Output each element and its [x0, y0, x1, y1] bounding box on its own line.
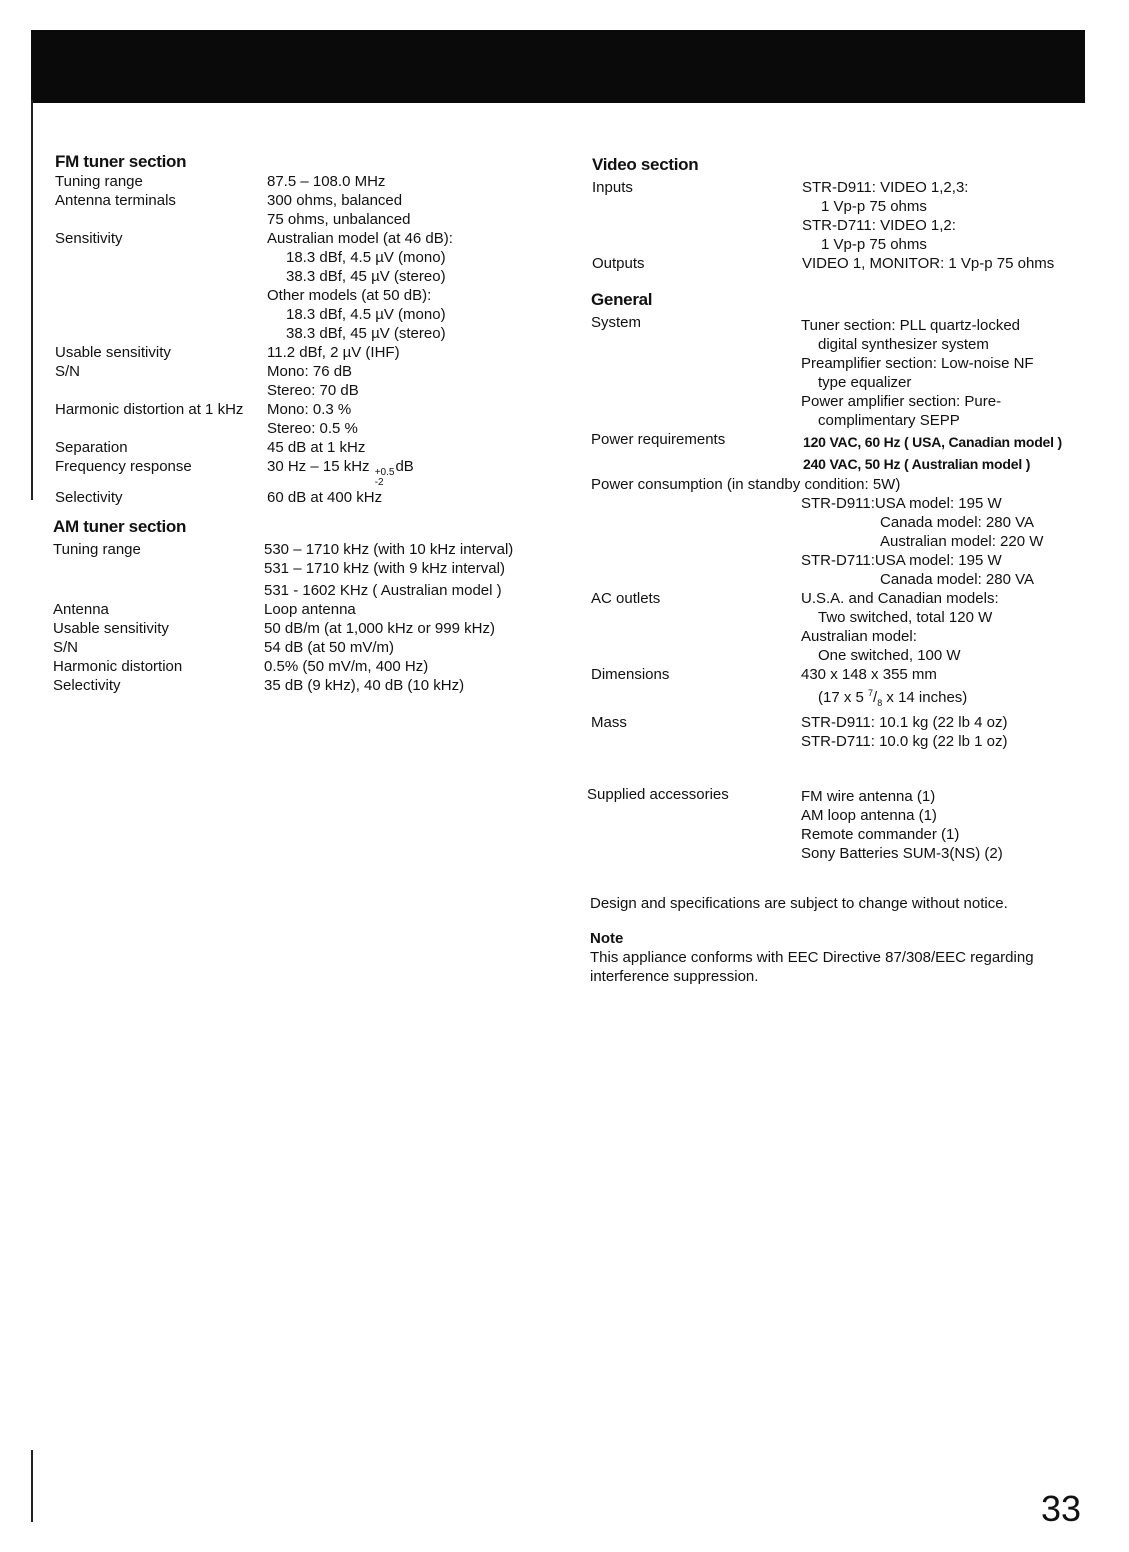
value-line: Canada model: 280 VA — [880, 514, 1034, 531]
fm-section-title: FM tuner section — [55, 152, 187, 171]
value-line: Australian model: 220 W — [880, 533, 1044, 550]
spec-value — [264, 638, 573, 657]
general-section — [587, 289, 1121, 863]
spec-row — [55, 172, 575, 191]
spec-label: Outputs — [592, 255, 645, 272]
value-line: 54 dB (at 50 mV/m) — [264, 639, 395, 656]
spec-label: Frequency response — [55, 458, 192, 475]
spec-label: Selectivity — [53, 677, 121, 694]
value-line: 0.5% (50 mV/m, 400 Hz) — [264, 658, 429, 675]
value-line: 18.3 dBf, 4.5 µV (mono) — [286, 249, 446, 266]
spec-value — [267, 229, 575, 343]
spec-row — [55, 488, 575, 507]
spec-row — [592, 175, 1112, 254]
spec-value — [802, 254, 1112, 273]
value-line: Canada model: 280 VA — [880, 571, 1034, 588]
value-line: 1 Vp-p 75 ohms — [821, 198, 927, 215]
value-main: 30 Hz – 15 kHz — [267, 458, 370, 475]
value-line: 300 ohms, balanced — [267, 192, 403, 209]
value-line: Loop antenna — [264, 601, 356, 618]
spec-value — [803, 430, 1121, 474]
design-notice: Design and specifications are subject to change without notice. — [590, 895, 1008, 912]
spec-row — [55, 191, 575, 229]
am-tuner-section — [53, 516, 573, 695]
value-line: complimentary SEPP — [818, 412, 960, 429]
header-bar — [31, 30, 1085, 103]
note-block — [590, 929, 1110, 986]
value-line: STR-D911:USA model: 195 W — [801, 495, 1002, 512]
value-line: Mono: 0.3 % — [267, 401, 352, 418]
spec-label: Antenna — [53, 601, 109, 618]
page-number: 33 — [1040, 1488, 1081, 1529]
value-line: VIDEO 1, MONITOR: 1 Vp-p 75 ohms — [802, 255, 1055, 272]
value-line: Two switched, total 120 W — [818, 609, 993, 626]
fm-tuner-section — [55, 151, 575, 507]
spec-row — [587, 785, 1121, 863]
spec-value — [267, 343, 575, 362]
spec-row — [592, 254, 1112, 273]
value-line: U.S.A. and Canadian models: — [801, 590, 999, 607]
spec-value — [264, 657, 573, 676]
spec-label: Harmonic distortion at 1 kHz — [55, 401, 244, 418]
spec-row — [53, 537, 573, 600]
value-line: (17 x 5 $^7/_8$ x 14 inches) — [818, 688, 968, 708]
left-margin-rule-bottom — [31, 1450, 33, 1522]
dim-inches-pre: (17 x 5 — [818, 689, 869, 706]
spec-label: Power requirements — [591, 431, 726, 448]
spec-value — [264, 676, 573, 695]
value-line: digital synthesizer system — [818, 336, 989, 353]
value-line: 1 Vp-p 75 ohms — [821, 236, 927, 253]
power-consumption-label: Power consumption (in standby condition: 5W) — [591, 476, 901, 493]
spec-value — [264, 540, 573, 600]
value-line: Remote commander (1) — [801, 826, 960, 843]
spec-label: Dimensions — [591, 666, 670, 683]
spec-value — [801, 713, 1121, 751]
spec-value — [267, 400, 575, 438]
spec-label: Supplied accessories — [587, 786, 729, 803]
spec-row — [591, 310, 1121, 430]
value-line: AM loop antenna (1) — [801, 807, 937, 824]
spec-label: Tuning range — [55, 173, 143, 190]
spec-row — [53, 619, 573, 638]
video-section — [592, 154, 1112, 273]
spec-value — [267, 191, 575, 229]
spec-row — [55, 343, 575, 362]
value-line: 18.3 dBf, 4.5 µV (mono) — [286, 306, 446, 323]
spec-row — [53, 676, 573, 695]
left-margin-rule — [31, 100, 33, 500]
spec-row — [591, 713, 1121, 751]
value-line: 38.3 dBf, 45 µV (stereo) — [286, 268, 446, 285]
value-line: Mono: 76 dB — [267, 363, 353, 380]
spec-row — [55, 457, 575, 488]
spec-row — [53, 600, 573, 619]
value-line: Other models (at 50 dB): — [267, 287, 432, 304]
spec-value — [802, 178, 1112, 254]
spec-label: Selectivity — [55, 489, 123, 506]
spec-row — [55, 229, 575, 343]
tolerance — [375, 468, 395, 488]
value-line: Stereo: 70 dB — [267, 382, 359, 399]
value-line: 531 – 1710 kHz (with 9 kHz interval) — [264, 560, 505, 577]
spec-label: Inputs — [592, 179, 633, 196]
spec-value — [264, 600, 573, 619]
note-title: Note — [590, 930, 624, 947]
value-line: Preamplifier section: Low-noise NF — [801, 355, 1034, 372]
value-line: type equalizer — [818, 374, 912, 391]
tolerance-minus: -2 — [374, 477, 384, 488]
value-line: 531 - 1602 KHz ( Australian model ) — [264, 582, 502, 599]
spec-label: Usable sensitivity — [55, 344, 171, 361]
value-line: Power amplifier section: Pure- — [801, 393, 1002, 410]
value-line: 45 dB at 1 kHz — [267, 439, 366, 456]
value-line: Australian model (at 46 dB): — [267, 230, 453, 247]
value-line: STR-D911: 10.1 kg (22 lb 4 oz) — [801, 714, 1008, 731]
spec-row — [591, 589, 1121, 665]
value-line: FM wire antenna (1) — [801, 788, 936, 805]
value-line: 430 x 148 x 355 mm — [801, 666, 937, 683]
general-section-title: General — [591, 290, 653, 309]
spec-value — [801, 313, 1121, 430]
spec-label: Mass — [591, 714, 627, 731]
spec-row — [55, 400, 575, 438]
value-line: Stereo: 0.5 % — [267, 420, 358, 437]
spec-value — [801, 665, 1121, 713]
fraction-numerator: 7 — [868, 688, 874, 698]
value-line: 35 dB (9 kHz), 40 dB (10 kHz) — [264, 677, 465, 694]
value-line: STR-D911: VIDEO 1,2,3: — [802, 179, 969, 196]
note-text-line: This appliance conforms with EEC Directive 87/308/EEC regarding — [590, 949, 1034, 966]
value-line: One switched, 100 W — [818, 647, 961, 664]
spec-value — [267, 457, 575, 488]
spec-label: Usable sensitivity — [53, 620, 169, 637]
note-text-line: interference suppression. — [590, 968, 759, 985]
spec-label: System — [591, 314, 642, 331]
spec-label: Tuning range — [53, 541, 141, 558]
spec-row — [55, 362, 575, 400]
value-line: 530 – 1710 kHz (with 10 kHz interval) — [264, 541, 514, 558]
spec-label: Sensitivity — [55, 230, 123, 247]
tolerance-plus: +0.5 — [374, 467, 395, 478]
spec-value — [267, 438, 575, 457]
video-section-title: Video section — [592, 155, 699, 174]
spec-label: S/N — [55, 363, 81, 380]
spec-label: Harmonic distortion — [53, 658, 183, 675]
spec-label: Separation — [55, 439, 128, 456]
dim-inches-post: x 14 inches) — [882, 689, 968, 706]
spec-row — [55, 438, 575, 457]
spec-row — [591, 430, 1121, 474]
power-consumption-values — [591, 494, 1121, 589]
spec-value — [267, 488, 575, 507]
spec-row — [591, 665, 1121, 713]
value-line: Sony Batteries SUM-3(NS) (2) — [801, 845, 1003, 862]
spec-label: S/N — [53, 639, 79, 656]
value-line: STR-D711: 10.0 kg (22 lb 1 oz) — [801, 733, 1008, 750]
value-line: 240 VAC, 50 Hz ( Australian model ) — [803, 456, 1031, 472]
spec-label: AC outlets — [591, 590, 661, 607]
spec-label: Antenna terminals — [55, 192, 176, 209]
value-line: 60 dB at 400 kHz — [267, 489, 383, 506]
spec-value — [801, 589, 1121, 665]
fraction-denominator: 8 — [877, 698, 883, 708]
value-line: 87.5 – 108.0 MHz — [267, 173, 386, 190]
value-line: 50 dB/m (at 1,000 kHz or 999 kHz) — [264, 620, 495, 637]
value-line: STR-D711: VIDEO 1,2: — [802, 217, 956, 234]
value-line: STR-D711:USA model: 195 W — [801, 552, 1002, 569]
spec-row — [53, 657, 573, 676]
spec-value — [801, 785, 1121, 863]
spec-value — [267, 362, 575, 400]
value-line: Tuner section: PLL quartz-locked — [801, 317, 1021, 334]
spec-value — [264, 619, 573, 638]
spec-row — [53, 638, 573, 657]
value-line: 38.3 dBf, 45 µV (stereo) — [286, 325, 446, 342]
spec-value — [267, 172, 575, 191]
value-line: 75 ohms, unbalanced — [267, 211, 411, 228]
am-section-title: AM tuner section — [53, 517, 187, 536]
value-unit: dB — [395, 458, 414, 475]
value-line: Australian model: — [801, 628, 917, 645]
value-line: 120 VAC, 60 Hz ( USA, Canadian model ) — [803, 434, 1062, 450]
value-line: 11.2 dBf, 2 µV (IHF) — [267, 344, 400, 361]
